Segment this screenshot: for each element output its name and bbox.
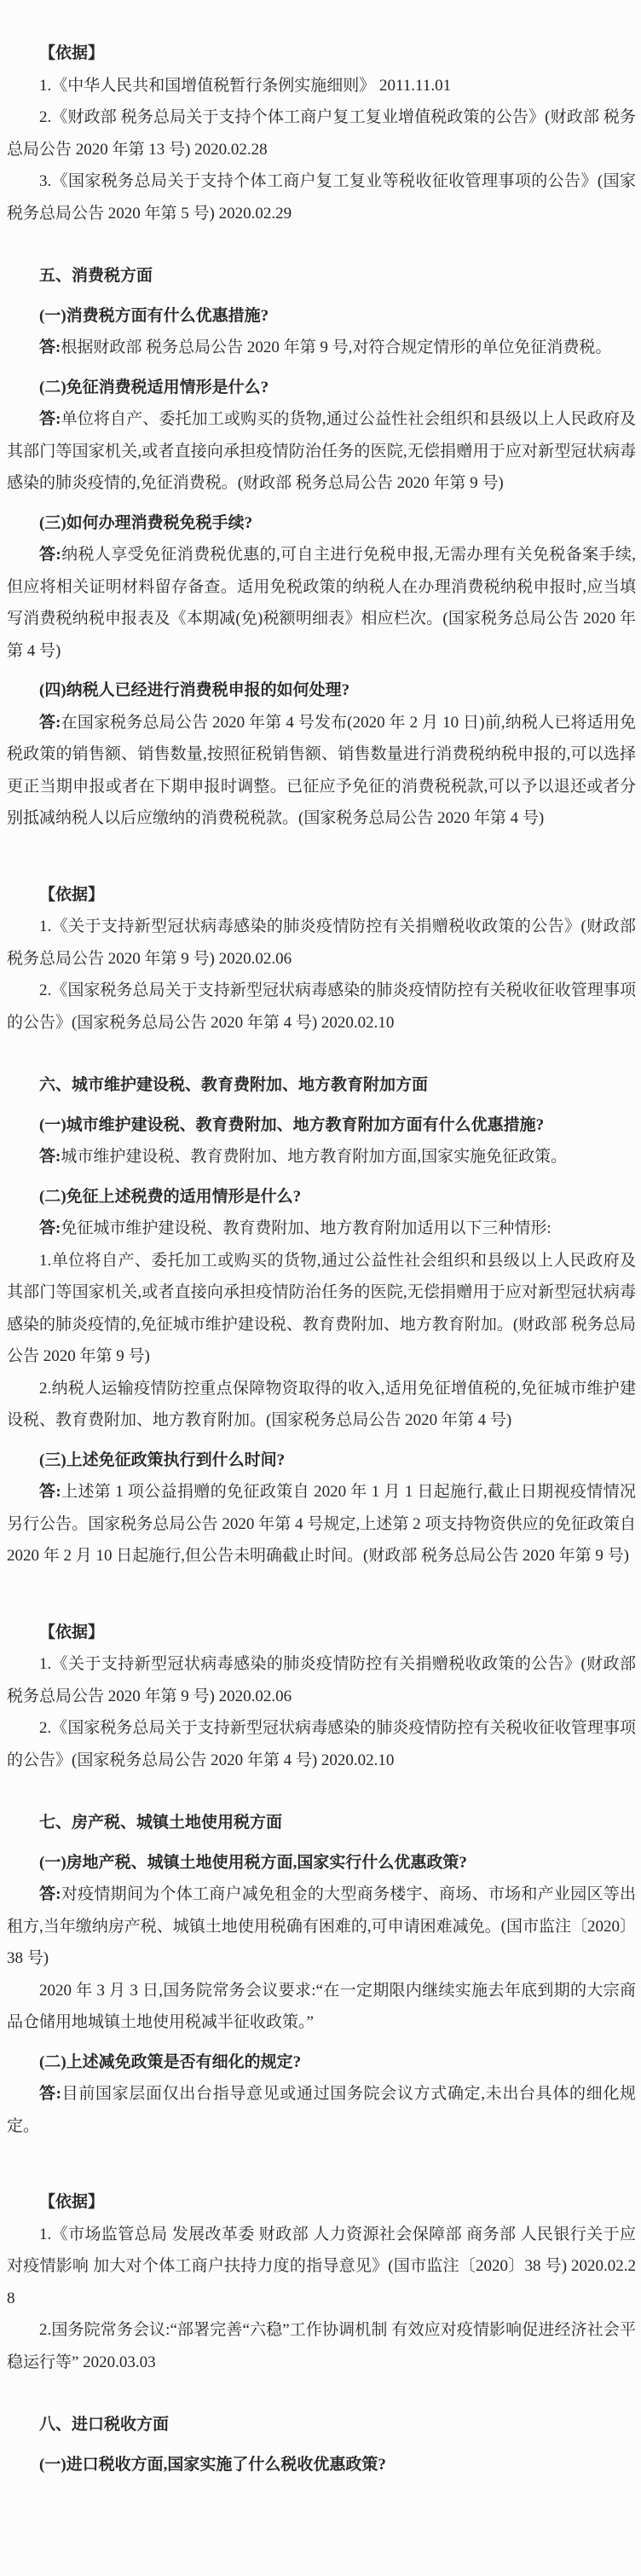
question-paragraph: (二)上述减免政策是否有细化的规定? [39,2052,302,2071]
section-paragraph: 五、消费税方面 [39,267,153,285]
answer-paragraph [7,707,636,835]
answer-text: 免征城市维护建设税、教育费附加、地方教育附加适用以下三种情形: [61,1219,551,1237]
question-paragraph: (三)如何办理消费税免税手续? [39,513,253,532]
answer-paragraph [7,539,636,667]
ref-paragraph: 2.国务院常务会议:“部署完善“六稳”工作协调机制 有效应对疫情影响促进经济社会平稳运行等” 2020.03.03 [7,2321,636,2371]
answer-paragraph [7,2078,636,2142]
basis-paragraph: 【依据】 [39,2193,105,2211]
answer-lead: 答: [39,1148,61,1166]
ref-paragraph: 2.《国家税务总局关于支持新型冠状病毒感染的肺炎疫情防控有关税收征收管理事项的公告》(国家税务总局公告 2020 年第 4 号) 2020.02.10 [7,981,636,1032]
basis-paragraph: 【依据】 [39,44,105,62]
answer-lead: 答: [39,1483,61,1501]
answer-lead: 答: [39,339,61,356]
answer-lead: 答: [39,2085,61,2103]
section-paragraph: 八、进口税收方面 [39,2416,170,2434]
ref-paragraph: 3.《国家税务总局关于支持个体工商户复工复业等税收征收管理事项的公告》(国家税务总局公告 2020 年第 5 号) 2020.02.29 [7,172,636,223]
ref-paragraph: 2.《国家税务总局关于支持新型冠状病毒感染的肺炎疫情防控有关税收征收管理事项的公告》(国家税务总局公告 2020 年第 4 号) 2020.02.10 [7,1719,636,1769]
question-paragraph: (四)纳税人已经进行消费税申报的如何处理? [39,681,350,699]
answer-paragraph [7,332,636,364]
basis-paragraph: 【依据】 [39,1623,105,1641]
answer-paragraph [7,1476,636,1572]
ref-paragraph: 1.《关于支持新型冠状病毒感染的肺炎疫情防控有关捐赠税收政策的公告》(财政部 税务总局公告 2020 年第 9 号) 2020.02.06 [7,1655,636,1705]
answer-text: 上述第 1 项公益捐赠的免征政策自 2020 年 1 月 1 日起施行,截止日期视疫情情况另行公告。国家税务总局公告 2020 年第 4 号规定,上述第 2 项支持物资供应的免征政策自 2020 年 2 月 10 日起施行,但公告未明确截止时间。(财政部 税务总局公告 2020 年第 9 号) [7,1483,636,1565]
answer-text: 对疫情期间为个体工商户减免租金的大型商务楼宇、商场、市场和产业园区等出租方,当年缴纳房产税、城镇土地使用税确有困难的,可申请困难减免。(国市监注〔2020〕38 号) [7,1885,636,1967]
ref-paragraph: 2.《财政部 税务总局关于支持个体工商户复工复业增值税政策的公告》(财政部 税务总局公告 2020 年第 13 号) 2020.02.28 [7,108,636,159]
answer-lead: 答: [39,546,61,564]
answer-text: 目前国家层面仅出台指导意见或通过国务院会议方式确定,未出台具体的细化规定。 [7,2085,636,2135]
answer-lead: 答: [39,1885,61,1903]
para-paragraph: 1.单位将自产、委托加工或购买的货物,通过公益性社会组织和县级以上人民政府及其部门等国家机关,或者直接向承担疫情防治任务的医院,无偿捐赠用于应对新型冠状病毒感染的肺炎疫情的,免征城市维护建设税、教育费附加、地方教育附加。(财政部 税务总局公告 2020 年第 9 号) [7,1251,636,1365]
ref-paragraph: 1.《关于支持新型冠状病毒感染的肺炎疫情防控有关捐赠税收政策的公告》(财政部 税务总局公告 2020 年第 9 号) 2020.02.06 [7,918,636,968]
para-paragraph: 2.纳税人运输疫情防控重点保障物资取得的收入,适用免征增值税的,免征城市维护建设税、教育费附加、地方教育附加。(国家税务总局公告 2020 年第 4 号) [7,1379,636,1429]
answer-text: 纳税人享受免征消费税优惠的,可自主进行免税申报,无需办理有关免税备案手续,但应将相关证明材料留存备查。适用免税政策的纳税人在办理消费税纳税申报时,应当填写消费税纳税申报表及《本期减(免)税额明细表》相应栏次。(国家税务总局公告 2020 年第 4 号) [7,546,636,660]
question-paragraph: (一)城市维护建设税、教育费附加、地方教育附加方面有什么优惠措施? [39,1115,545,1134]
answer-paragraph [7,1878,636,1975]
answer-text: 根据财政部 税务总局公告 2020 年第 9 号,对符合规定情形的单位免征消费税。 [61,339,612,356]
answer-paragraph [7,1141,636,1173]
answer-text: 在国家税务总局公告 2020 年第 4 号发布(2020 年 2 月 10 日)前,纳税人已将适用免税政策的销售额、销售数量,按照征税销售额、销售数量进行消费税纳税申报的,可以选择更正当期申报或者在下期申报时调整。已征应予免征的消费税税款,可以予以退还或者分别抵减纳税人以后应缴纳的消费税税款。(国家税务总局公告 2020 年第 4 号) [7,713,636,827]
answer-text: 单位将自产、委托加工或购买的货物,通过公益性社会组织和县级以上人民政府及其部门等国家机关,或者直接向承担疫情防治任务的医院,无偿捐赠用于应对新型冠状病毒感染的肺炎疫情的,免征消费税。(财政部 税务总局公告 2020 年第 9 号) [7,410,636,492]
question-paragraph: (一)进口税收方面,国家实施了什么税收优惠政策? [39,2455,386,2474]
answer-paragraph [7,1213,636,1245]
question-paragraph: (一)消费税方面有什么优惠措施? [39,306,269,325]
question-paragraph: (二)免征消费税适用情形是什么? [39,378,269,397]
answer-paragraph [7,403,636,500]
question-paragraph: (三)上述免征政策执行到什么时间? [39,1450,286,1469]
question-paragraph: (一)房地产税、城镇土地使用税方面,国家实行什么优惠政策? [39,1853,467,1872]
para-paragraph: 2020 年 3 月 3 日,国务院常务会议要求:“在一定期限内继续实施去年底到期的大宗商品仓储用地城镇土地使用税减半征收政策。” [7,1981,636,2031]
basis-paragraph: 【依据】 [39,885,105,904]
answer-text: 城市维护建设税、教育费附加、地方教育附加方面,国家实施免征政策。 [61,1148,568,1166]
ref-paragraph: 1.《中华人民共和国增值税暂行条例实施细则》 2011.11.01 [39,76,452,95]
answer-lead: 答: [39,410,61,428]
ref-paragraph: 1.《市场监管总局 发展改革委 财政部 人力资源社会保障部 商务部 人民银行关于应对疫情影响 加大对个体工商户扶持力度的指导意见》(国市监注〔2020〕38 号) 2020.02.28 [7,2225,636,2307]
section-paragraph: 七、房产税、城镇土地使用税方面 [39,1814,283,1832]
answer-lead: 答: [39,1219,61,1237]
answer-lead: 答: [39,713,61,732]
section-paragraph: 六、城市维护建设税、教育费附加、地方教育附加方面 [39,1076,429,1094]
question-paragraph: (二)免征上述税费的适用情形是什么? [39,1187,302,1206]
